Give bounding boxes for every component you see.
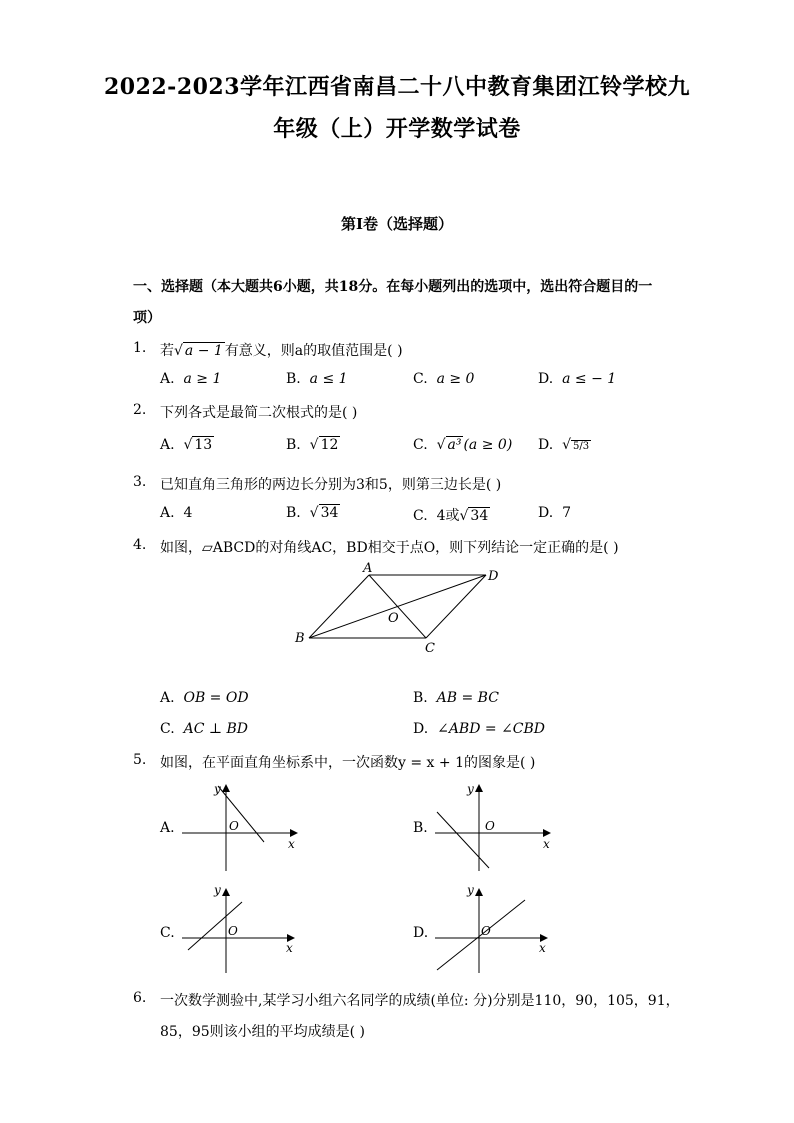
question-4-stem: 如图，▱ABCD的对角线AC，BD相交于点O，则下列结论一定正确的是( ) — [160, 540, 619, 556]
option-label: B. — [286, 505, 301, 521]
q1-stem-post: 有意义，则a的取值范围是( ) — [224, 343, 403, 359]
origin-label: O — [228, 924, 238, 938]
origin-label: O — [481, 924, 491, 938]
edge-ab — [309, 575, 369, 638]
option-text: OB = OD — [183, 690, 249, 706]
option-b[interactable] — [286, 437, 340, 453]
option-text: AB = BC — [436, 690, 499, 706]
sqrt-symbol: √ — [309, 505, 319, 521]
exam-title-line2: 年级（上）开学数学试卷 — [273, 116, 521, 142]
graph-b[interactable] — [433, 778, 558, 873]
vertex-label-d: D — [488, 569, 499, 584]
edge-cd — [426, 575, 486, 638]
y-label: y — [214, 883, 221, 897]
question-1-stem — [160, 340, 403, 360]
sqrt-symbol: √ — [562, 437, 572, 453]
option-radicand: 13 — [194, 437, 213, 453]
option-label: D. — [413, 721, 429, 737]
part-heading-line2: 项） — [133, 310, 161, 326]
sqrt-symbol: √ — [459, 508, 469, 524]
y-arrow — [475, 888, 483, 896]
option-label: B. — [286, 371, 301, 387]
option-b[interactable] — [286, 371, 348, 387]
option-a[interactable] — [160, 437, 214, 453]
option-text: 4 — [183, 505, 193, 521]
q1-stem-pre: 若 — [160, 343, 174, 359]
x-label: x — [286, 941, 293, 955]
x-arrow — [543, 829, 551, 837]
part-heading-line1: 一、选择题（本大题共6小题，共18分。在每小题列出的选项中，选出符合题目的一 — [133, 279, 653, 295]
option-label: C. — [413, 371, 428, 387]
option-text: a ≥ 0 — [436, 371, 475, 387]
option-label: A. — [160, 820, 175, 836]
option-text: 7 — [562, 505, 572, 521]
option-c[interactable] — [413, 505, 490, 525]
option-d[interactable] — [538, 505, 571, 521]
option-d[interactable] — [538, 437, 591, 453]
parallelogram-figure — [290, 560, 510, 655]
question-3-stem: 已知直角三角形的两边长分别为3和5，则第三边长是( ) — [160, 477, 502, 493]
y-label: y — [214, 782, 221, 796]
option-label: D. — [538, 505, 554, 521]
y-label: y — [467, 782, 474, 796]
option-text: a ≤ 1 — [309, 371, 348, 387]
option-label: A. — [160, 690, 175, 706]
option-label: B. — [286, 437, 301, 453]
question-number: 2. — [133, 402, 147, 418]
sqrt-symbol: √ — [174, 343, 183, 359]
option-label: B. — [413, 820, 428, 836]
option-a[interactable] — [160, 505, 192, 521]
option-text: AC ⊥ BD — [183, 721, 248, 737]
origin-label: O — [229, 819, 239, 833]
question-number: 3. — [133, 474, 147, 490]
option-suffix: (a ≥ 0) — [463, 437, 513, 453]
option-label: D. — [538, 437, 554, 453]
graph-c[interactable] — [180, 880, 305, 975]
x-arrow — [290, 829, 298, 837]
question-number: 5. — [133, 752, 147, 768]
question-2-stem: 下列各式是最简二次根式的是( ) — [160, 405, 358, 421]
sqrt-symbol: √ — [183, 437, 193, 453]
option-d[interactable] — [538, 371, 616, 387]
x-label: x — [288, 837, 295, 851]
option-label: D. — [413, 925, 429, 941]
y-label: y — [467, 883, 474, 897]
option-label: C. — [413, 437, 428, 453]
question-6-stem-line2: 85，95则该小组的平均成绩是( ) — [160, 1024, 366, 1040]
y-arrow — [222, 784, 230, 792]
exam-title-line1: 2022-2023学年江西省南昌二十八中教育集团江铃学校九 — [103, 74, 691, 100]
graph-a[interactable] — [180, 778, 305, 873]
question-number: 1. — [133, 340, 147, 356]
option-a[interactable] — [160, 371, 221, 387]
q1-radicand: a − 1 — [184, 343, 223, 359]
question-6-stem-line1: 一次数学测验中,某学习小组六名同学的成绩(单位: 分)分别是110，90，105，91， — [160, 993, 680, 1009]
option-d[interactable] — [413, 721, 545, 737]
option-label: A. — [160, 505, 175, 521]
section-title: 第I卷（选择题） — [340, 215, 454, 233]
question-5-stem: 如图，在平面直角坐标系中，一次函数y = x + 1的图象是( ) — [160, 755, 536, 771]
option-label: C. — [413, 508, 428, 524]
option-b[interactable] — [413, 820, 428, 836]
option-radicand: 34 — [320, 505, 339, 521]
option-label: C. — [160, 925, 175, 941]
option-text: a ≥ 1 — [183, 371, 222, 387]
center-label-o: O — [388, 611, 399, 626]
vertex-label-c: C — [425, 641, 435, 655]
option-label: D. — [538, 371, 554, 387]
question-number: 4. — [133, 537, 147, 553]
option-b[interactable] — [286, 505, 340, 521]
option-c[interactable] — [413, 371, 474, 387]
function-line — [218, 786, 264, 842]
option-c[interactable] — [160, 721, 248, 737]
option-label: A. — [160, 371, 175, 387]
sqrt-symbol: √ — [309, 437, 319, 453]
option-b[interactable] — [413, 690, 499, 706]
option-prefix: 4或 — [436, 508, 460, 524]
option-d[interactable] — [413, 925, 428, 941]
option-a[interactable] — [160, 820, 175, 836]
diagonal-bd — [309, 575, 486, 638]
origin-label: O — [485, 819, 495, 833]
option-c[interactable] — [160, 925, 175, 941]
vertex-label-b: B — [295, 631, 305, 646]
option-c[interactable] — [413, 437, 512, 453]
option-radicand: 5/3 — [573, 441, 590, 452]
option-text: a ≤ − 1 — [562, 371, 617, 387]
x-label: x — [543, 837, 550, 851]
graph-d[interactable] — [433, 880, 558, 975]
sqrt-symbol: √ — [436, 437, 446, 453]
option-radicand: 34 — [470, 508, 489, 524]
option-label: C. — [160, 721, 175, 737]
option-a[interactable] — [160, 690, 249, 706]
question-number: 6. — [133, 990, 147, 1006]
option-radicand: 12 — [320, 437, 339, 453]
function-line — [437, 812, 489, 868]
option-radicand: a³ — [447, 437, 462, 453]
vertex-label-a: A — [363, 561, 373, 576]
option-text: ∠ABD = ∠CBD — [437, 721, 546, 737]
y-arrow — [475, 784, 483, 792]
y-arrow — [222, 888, 230, 896]
option-label: A. — [160, 437, 175, 453]
x-label: x — [539, 941, 546, 955]
option-label: B. — [413, 690, 428, 706]
